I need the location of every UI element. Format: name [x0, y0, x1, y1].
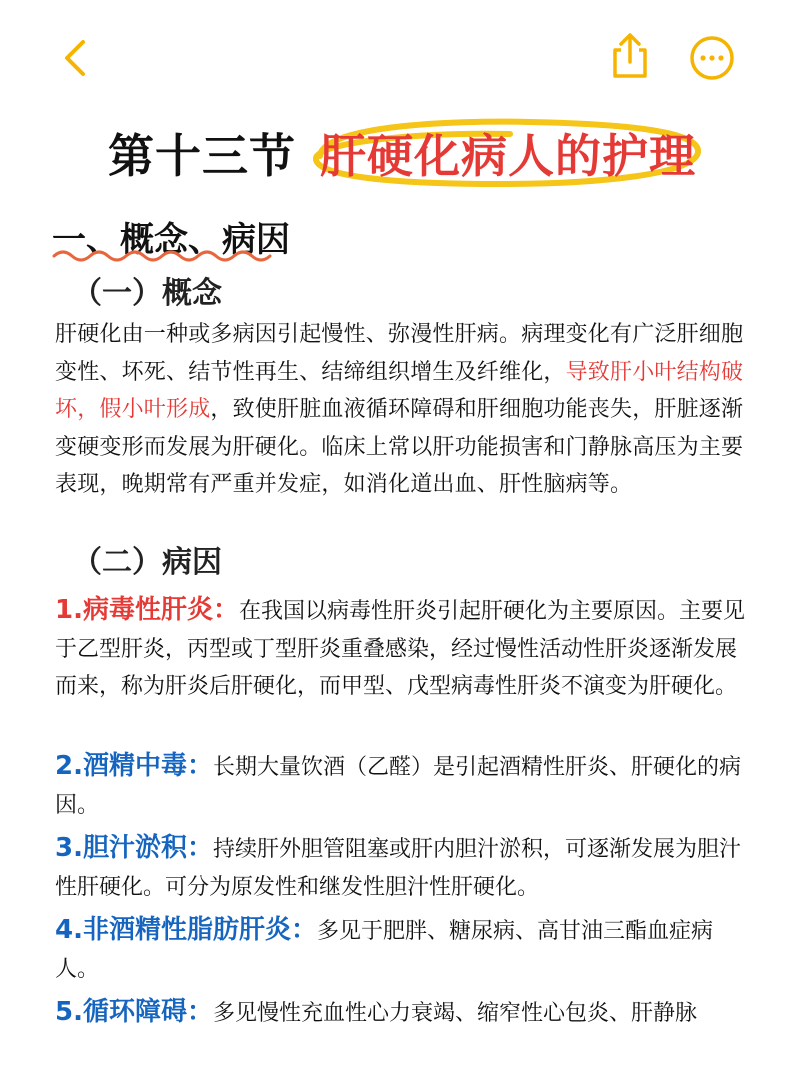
cause-label: 4.非酒精性脂肪肝炎： — [55, 915, 317, 945]
cause-label: 2.酒精中毒： — [55, 751, 213, 781]
title-topic: 肝硬化病人的护理 — [320, 129, 696, 183]
share-button[interactable] — [607, 32, 653, 80]
cause-label: 1.病毒性肝炎： — [55, 595, 239, 625]
cause-item-nash — [55, 912, 755, 988]
section-heading: 一、概念、病因 — [52, 220, 290, 260]
more-dots-icon — [688, 34, 736, 82]
more-button[interactable] — [688, 34, 736, 82]
title-section-number: 第十三节 — [108, 129, 296, 183]
back-button[interactable] — [55, 36, 99, 80]
page-title — [0, 112, 800, 192]
cause-label: 5.循环障碍： — [55, 997, 213, 1027]
cause-text: 在我国以病毒性肝炎引起肝硬化为主要原因。主要见于乙型肝炎，丙型或丁型肝炎重叠感染，经过慢性活动性肝炎逐渐发展而来，称为肝炎后肝硬化，而甲型、戊型病毒性肝炎不演变为肝硬化。 — [55, 599, 745, 699]
cause-text: 多见慢性充血性心力衰竭、缩窄性心包炎、肝静脉 — [212, 1001, 697, 1026]
top-bar — [0, 0, 800, 110]
share-icon — [607, 32, 653, 80]
concept-paragraph — [55, 316, 755, 504]
subheading-concept: （一）概念 — [72, 276, 222, 311]
cause-text: 多见于肥胖、糖尿病、高甘油三酯血症病人。 — [55, 919, 713, 982]
subheading-cause: （二）病因 — [72, 545, 222, 580]
concept-text-part1: 肝硬化由一种或多病因引起慢性、弥漫性肝病。病理变化有广泛肝细胞变性、坏死、结节性再生、结缔组织增生及纤维化， — [55, 322, 744, 385]
cause-item-viral-hepatitis — [55, 592, 755, 706]
title-highlight — [300, 112, 710, 192]
chevron-left-icon — [55, 36, 99, 80]
concept-text-part2: ，致使肝脏血液循环障碍和肝细胞功能丧失，肝脏逐渐变硬变形而发展为肝硬化。临床上常以肝功能损害和门静脉高压为主要表现，晚期常有严重并发症，如消化道出血、肝性脑病等。 — [55, 397, 744, 497]
cause-label: 3.胆汁淤积： — [55, 833, 213, 863]
cause-text: 持续肝外胆管阻塞或肝内胆汁淤积，可逐渐发展为胆汁性肝硬化。可分为原发性和继发性胆汁性肝硬化。 — [55, 837, 741, 900]
wavy-underline-icon — [52, 248, 278, 262]
cause-item-cholestasis — [55, 830, 755, 906]
cause-text: 长期大量饮酒（乙醛）是引起酒精性肝炎、肝硬化的病因。 — [55, 755, 741, 818]
cause-item-circulation — [55, 994, 755, 1033]
cause-item-alcohol — [55, 748, 755, 824]
concept-text-highlight: 导致肝小叶结构破坏，假小叶形成 — [55, 359, 744, 422]
